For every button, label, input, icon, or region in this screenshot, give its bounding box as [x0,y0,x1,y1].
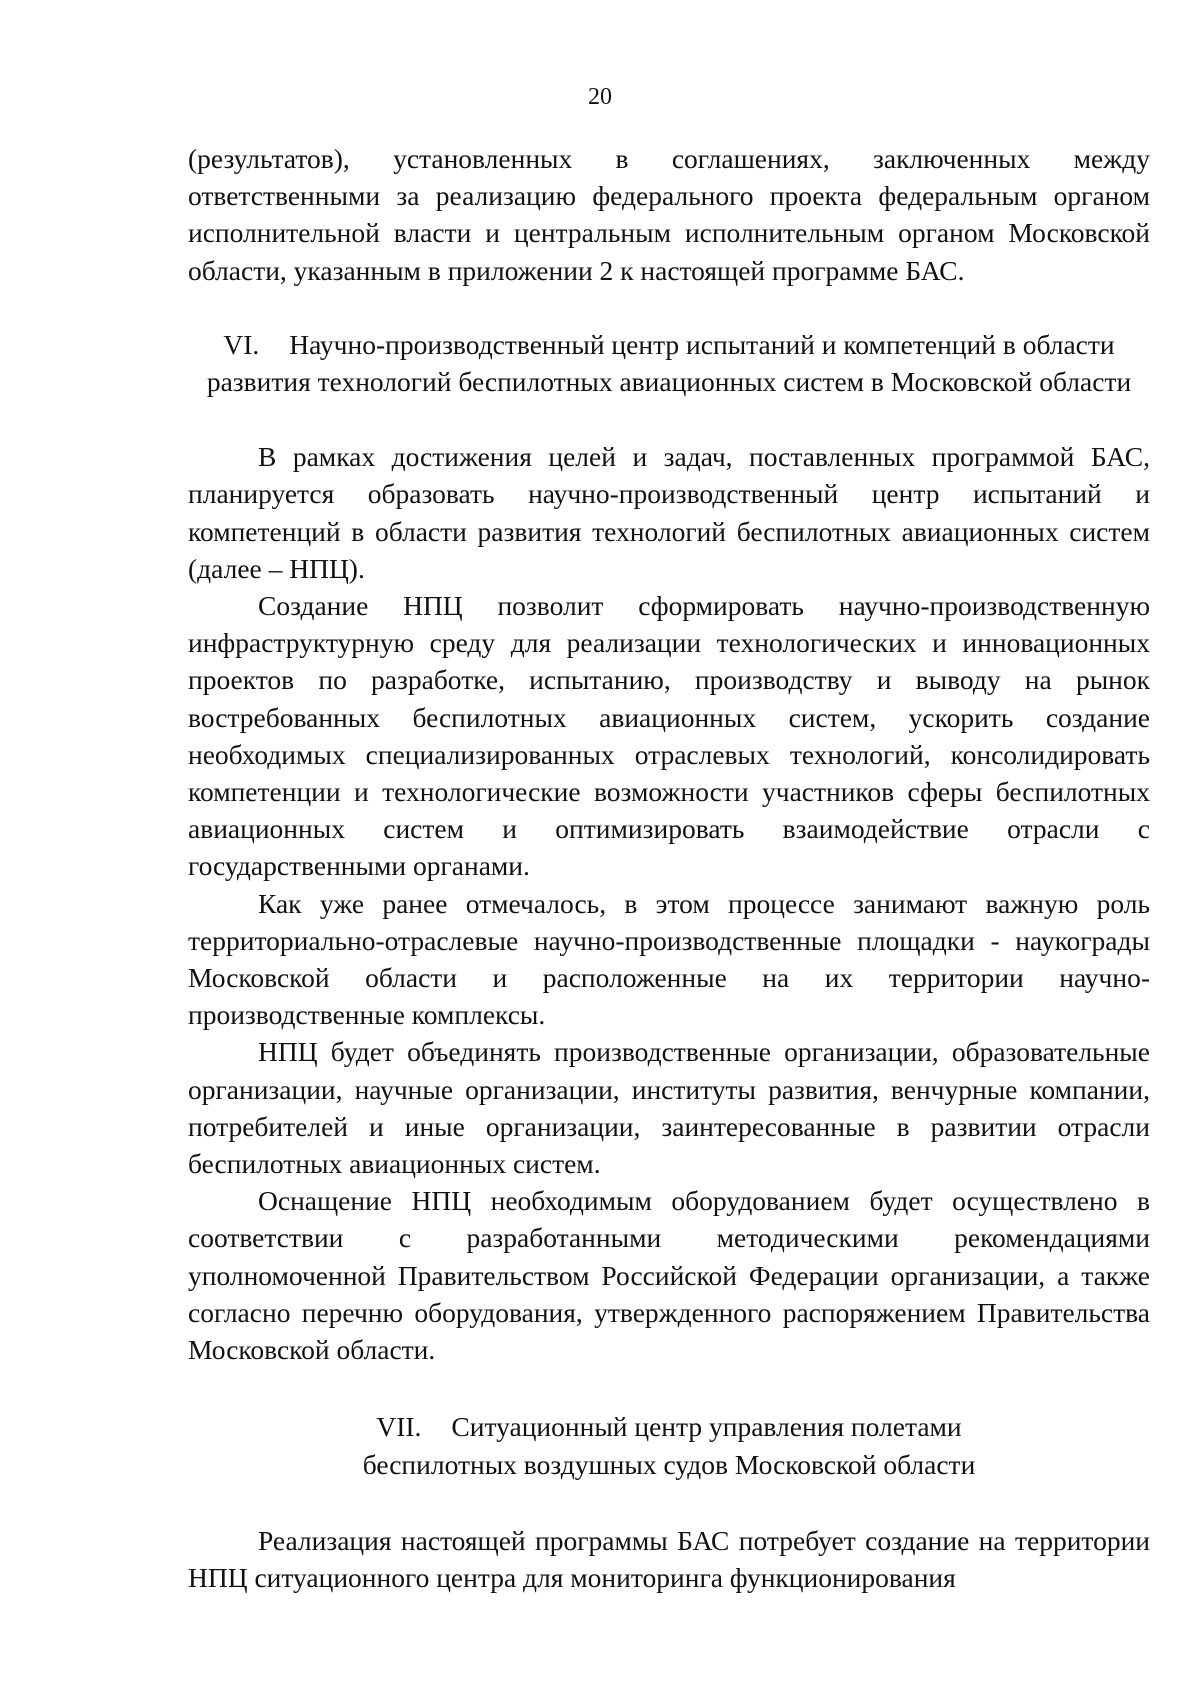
paragraph-science-cities: Как уже ранее отмечалось, в этом процессе занимают важную роль территориально-отраслевые научно-производственные площадки - наукограды Московской области и расположенные на их территории научно-производственные комплексы. [188,887,1150,1031]
paragraph-npc-creation: Создание НПЦ позволит сформировать научно-производственную инфраструктурную среду для реализации технологических и инновационных проектов по разработке, испытанию, производству и выводу на рынок востребованных беспилотных авиационных систем, ускорить создание необходимых специализированных отраслевых технологий, консолидировать компетенции и технологические возможности участников сферы беспилотных авиационных систем и оптимизировать взаимодействие отрасли с государственными органами. [188,590,1150,882]
section-heading-6-line-1 [188,326,1150,363]
section-heading-7-line-1 [188,1408,1150,1445]
section-heading-6 [188,326,1150,400]
paragraph-npc-formation: В рамках достижения целей и задач, поставленных программой БАС, планируется образовать научно-производственный центр испытаний и компетенций в области развития технологий беспилотных авиационных систем (далее – НПЦ). [188,441,1150,584]
section-heading-7-line-2: беспилотных воздушных судов Московской области [362,1448,976,1480]
document-body [188,140,1150,1596]
section-heading-7 [188,1408,1150,1482]
section-heading-6-line-2: развития технологий беспилотных авиационных систем в Московской области [206,366,1132,398]
paragraph-continuation: (результатов), установленных в соглашениях, заключенных между ответственными за реализацию федерального проекта федеральным органом исполнительной власти и центральным исполнительным органом Московской области, указанным в приложении 2 к настоящей программе БАС. [188,143,1150,286]
section-heading-6-text-1: Научно-производственный центр испытаний и компетенций в области [289,328,1115,360]
paragraph-npc-equipment: Оснащение НПЦ необходимым оборудованием будет осуществлено в соответствии с разработанными методическими рекомендациями уполномоченной Правительством Российской Федерации организации, а также согласно перечню оборудования, утвержденного распоряжением Правительства Московской области. [188,1185,1150,1366]
section-heading-7-text-1: Ситуационный центр управления полетами [451,1411,962,1443]
section-numeral-7: VII. [376,1411,422,1443]
paragraph-situation-center: Реализация настоящей программы БАС потребует создание на территории НПЦ ситуационного центра для мониторинга функционирования [188,1524,1150,1593]
page-number: 20 [588,84,612,110]
paragraph-npc-members: НПЦ будет объединять производственные организации, образовательные организации, научные организации, институты развития, венчурные компании, потребителей и иные организации, заинтересованные в развитии отрасли беспилотных авиационных систем. [188,1036,1150,1180]
section-numeral-6: VI. [223,328,260,360]
